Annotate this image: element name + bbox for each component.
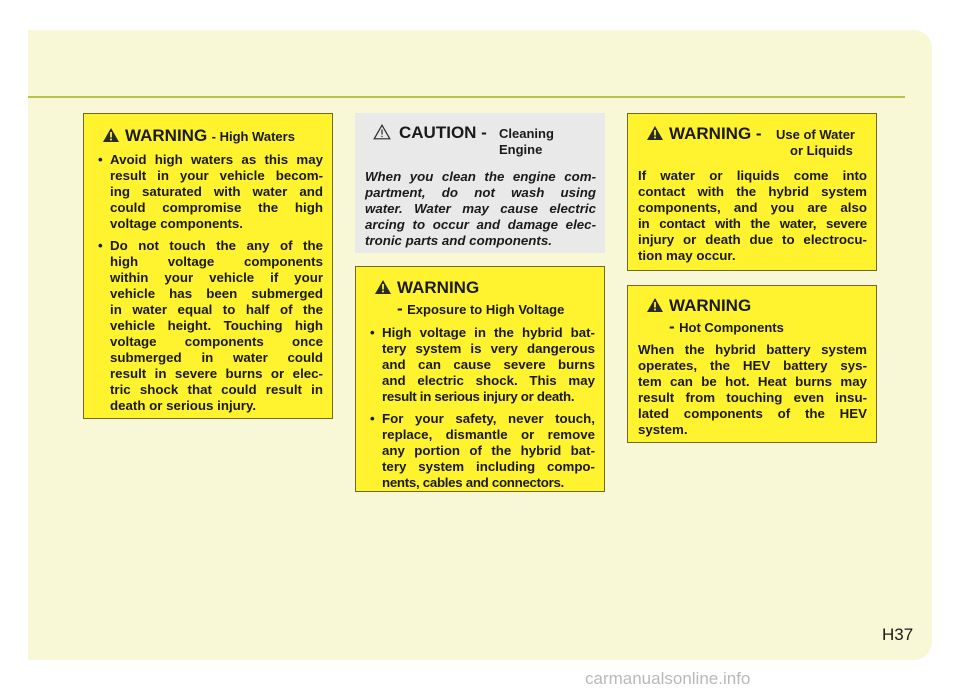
warning-triangle-icon: [646, 125, 664, 141]
text-line: water. Water may cause electric: [365, 201, 596, 216]
warning-high-waters-box: [83, 113, 333, 419]
text-line: Avoid high waters as this may: [110, 152, 323, 167]
warning-hot-text: [638, 342, 867, 438]
text-line: could compromise the high: [110, 200, 323, 215]
list-item: [366, 325, 595, 405]
bullet-dot-icon: •: [370, 411, 375, 426]
text-line: tion may occur.: [638, 248, 736, 263]
text-line: When the hybrid battery system: [638, 342, 867, 357]
text-line: any portion of the hybrid bat-: [382, 443, 595, 458]
text-line: Do not touch the any of the: [110, 238, 323, 253]
text-line: and can cause severe burns: [382, 357, 595, 372]
warning-hot-subtitle: Hot Components: [679, 320, 784, 335]
text-line: replace, dismantle or remove: [382, 427, 595, 442]
warning-water-heading: [638, 124, 867, 162]
text-line: result in your vehicle becom-: [110, 168, 323, 183]
warning-water-subtitle-2: or Liquids: [790, 143, 853, 158]
bullet-dot-icon: •: [370, 325, 375, 340]
text-line: submerged in water could: [110, 350, 323, 365]
warning-triangle-icon: [646, 297, 664, 313]
text-line: ing saturated with water and: [110, 184, 323, 199]
text-line: vehicle height. Touching high: [110, 318, 323, 333]
text-line: When you clean the engine com-: [365, 169, 596, 184]
text-line: voltage components.: [110, 216, 243, 231]
caution-cleaning-subtitle-1: Cleaning: [499, 126, 554, 141]
text-line: tem can be hot. Heat burns may: [638, 374, 867, 389]
warning-high-voltage-box: [355, 266, 605, 492]
text-line: contact with the hybrid system: [638, 184, 867, 199]
watermark: carmanualsonline.info: [585, 669, 751, 688]
warning-high-waters-heading: [94, 126, 323, 146]
warning-hot-title: WARNING: [669, 296, 752, 315]
warning-high-waters-title: WARNING: [125, 126, 208, 145]
bullet-dot-icon: •: [98, 152, 103, 167]
warning-high-waters-subtitle: - High Waters: [211, 129, 295, 144]
warning-high-voltage-heading: [366, 278, 595, 298]
text-line: result in serious injury or death.: [382, 389, 575, 404]
warning-high-waters-list: [94, 152, 323, 414]
warning-hot-heading: [638, 296, 867, 316]
text-line: result from touching even insu-: [638, 390, 867, 405]
caution-cleaning-text: [365, 169, 596, 249]
dash-separator: -: [669, 317, 675, 336]
list-item: [94, 152, 323, 232]
text-line: components, and you are also: [638, 200, 867, 215]
text-line: tronic parts and components.: [365, 233, 552, 248]
text-line: partment, do not wash using: [365, 185, 596, 200]
text-line: lated components of the HEV: [638, 406, 867, 421]
bullet-dot-icon: •: [98, 238, 103, 253]
text-line: high voltage components: [110, 254, 323, 269]
caution-cleaning-title: CAUTION -: [399, 123, 487, 142]
warning-triangle-icon: [102, 127, 120, 143]
caution-triangle-icon: [373, 124, 391, 140]
text-line: tery system is very dangerous: [382, 341, 595, 356]
text-line: voltage components once: [110, 334, 323, 349]
dash-separator: -: [397, 299, 403, 318]
warning-hot-box: [627, 285, 877, 443]
text-line: tery system including compo-: [382, 459, 595, 474]
warning-water-text: [638, 168, 867, 264]
text-line: injury or death due to electrocu-: [638, 232, 867, 247]
caution-cleaning-subtitle-2: Engine: [499, 142, 543, 157]
list-item: [366, 411, 595, 491]
text-line: and electric shock. This may: [382, 373, 595, 388]
text-line: death or serious injury.: [110, 398, 257, 413]
warning-high-voltage-subtitle: Exposure to High Voltage: [407, 302, 565, 317]
warning-water-subtitle-1: Use of Water: [776, 127, 855, 142]
header-rule: [28, 96, 905, 98]
text-line: For your safety, never touch,: [382, 411, 595, 426]
warning-water-box: [627, 113, 877, 271]
warning-triangle-icon: [374, 279, 392, 295]
text-line: operates, the HEV battery sys-: [638, 358, 867, 373]
list-item: [94, 238, 323, 414]
text-line: result in severe burns or elec-: [110, 366, 323, 381]
text-line: within your vehicle if your: [110, 270, 323, 285]
warning-high-voltage-subheading: [366, 299, 595, 319]
text-line: system.: [638, 422, 688, 437]
warning-water-title: WARNING -: [669, 124, 762, 143]
page-number: H37: [882, 625, 914, 644]
text-line: nents, cables and connectors.: [382, 475, 564, 490]
caution-cleaning-heading: [365, 123, 596, 163]
text-line: If water or liquids come into: [638, 168, 867, 183]
text-line: tric shock that could result in: [110, 382, 323, 397]
text-line: vehicle has been submerged: [110, 286, 323, 301]
warning-hot-subheading: [638, 317, 867, 337]
text-line: in contact with the water, severe: [638, 216, 867, 231]
warning-high-voltage-title: WARNING: [397, 278, 480, 297]
text-line: arcing to occur and damage elec-: [365, 217, 596, 232]
text-line: in water equal to half of the: [110, 302, 323, 317]
caution-cleaning-box: [355, 113, 605, 253]
warning-high-voltage-list: [366, 325, 595, 491]
text-line: High voltage in the hybrid bat-: [382, 325, 595, 340]
